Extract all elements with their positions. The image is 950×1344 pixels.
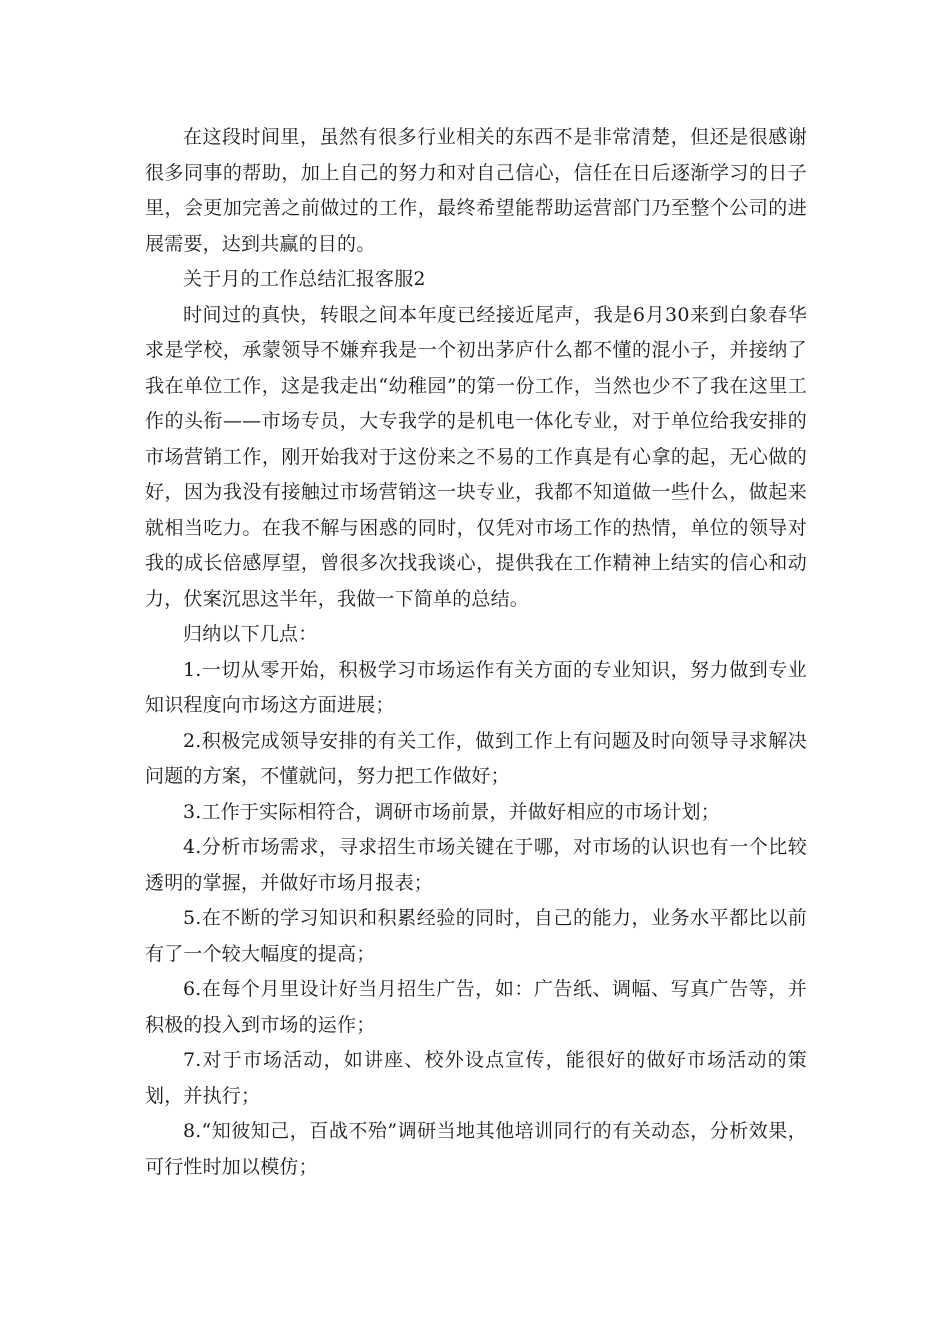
paragraph-summary-heading: 归纳以下几点： [183,623,318,645]
paragraph-closing-thanks: 在这段时间里，虽然有很多行业相关的东西不是非常清楚，但还是很感谢很多同事的帮助，加上自己的努力和对自己信心，信任在日后逐渐学习的日子里，会更加完善之前做过的工作，最终希望能帮助运营部门乃至整个公司的进展需要，达到共赢的目的。 [145,126,807,255]
list-item-6: 6.在每个月里设计好当月招生广告，如：广告纸、调幅、写真广告等，并积极的投入到市场的运作； [145,978,807,1036]
list-item-4: 4.分析市场需求，寻求招生市场关键在于哪，对市场的认识也有一个比较透明的掌握，并做好市场月报表； [145,836,807,894]
list-item-1: 1.一切从零开始，积极学习市场运作有关方面的专业知识，努力做到专业知识程度向市场这方面进展； [145,658,807,716]
section-title: 关于月的工作总结汇报客服2 [183,268,426,290]
list-item-2: 2.积极完成领导安排的有关工作，做到工作上有问题及时向领导寻求解决问题的方案，不懂就问，努力把工作做好； [145,729,807,787]
document-page [145,120,807,1185]
list-item-7: 7.对于市场活动，如讲座、校外设点宣传，能很好的做好市场活动的策划，并执行； [145,1049,807,1107]
paragraph-intro: 时间过的真快，转眼之间本年度已经接近尾声，我是6月30来到白象春华求是学校，承蒙领导不嫌弃我是一个初出茅庐什么都不懂的混小子，并接纳了我在单位工作，这是我走出“幼稚园”的第一份工作，当然也少不了我在这里工作的头衔——市场专员，大专我学的是机电一体化专业，对于单位给我安排的市场营销工作，刚开始我对于这份来之不易的工作真是有心拿的起，无心做的好，因为我没有接触过市场营销这一块专业，我都不知道做一些什么，做起来就相当吃力。在我不解与困惑的同时，仅凭对市场工作的热情，单位的领导对我的成长倍感厚望，曾很多次找我谈心，提供我在工作精神上结实的信心和动力，伏案沉思这半年，我做一下简单的总结。 [145,303,807,610]
list-item-8: 8.“知彼知己，百战不殆”调研当地其他培训同行的有关动态，分析效果，可行性时加以模仿； [145,1120,807,1178]
list-item-5: 5.在不断的学习知识和积累经验的同时，自己的能力，业务水平都比以前有了一个较大幅度的提高； [145,907,807,965]
list-item-3: 3.工作于实际相符合，调研市场前景，并做好相应的市场计划； [183,800,720,823]
